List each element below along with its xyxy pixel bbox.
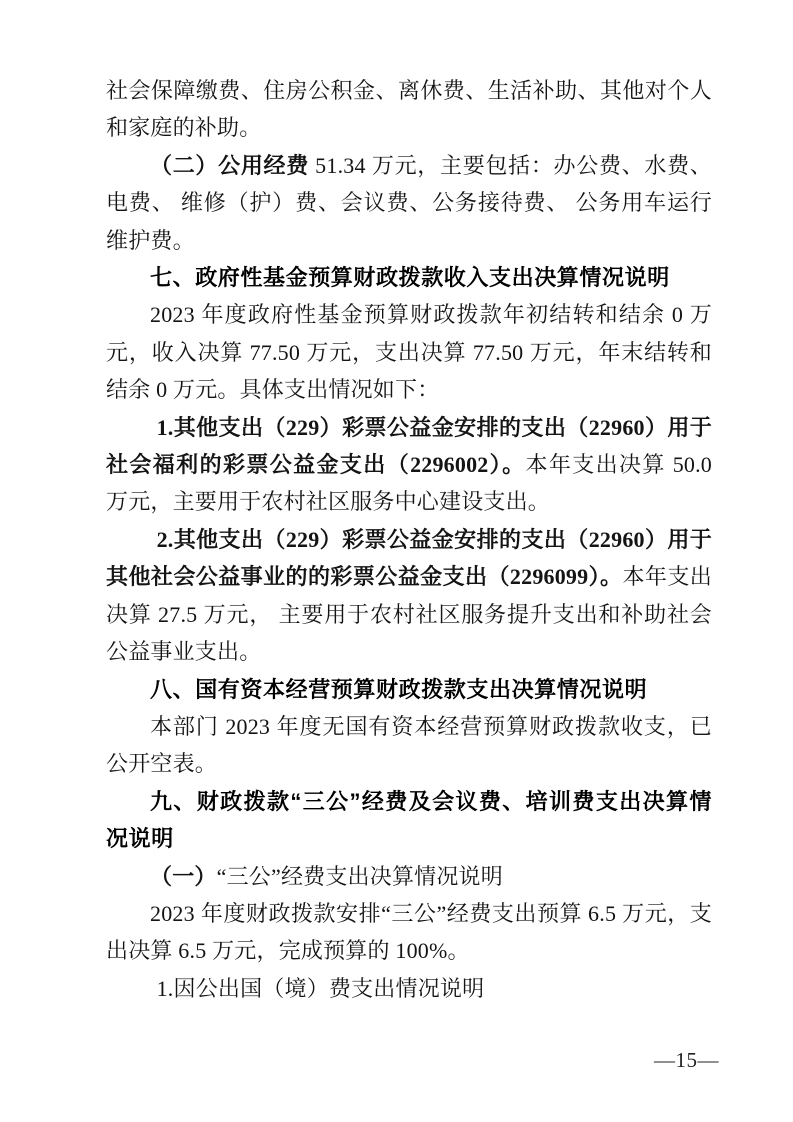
paragraph xyxy=(106,296,712,408)
text-run: 本年支出决算 50.0 万元，主要用于农村社区服务中心建设支出。 xyxy=(106,452,713,515)
text-run: 本年支出决算 27.5 万元， 主要用于农村社区服务提升支出和补助社会公益事业支出。 xyxy=(106,564,712,665)
section-heading xyxy=(106,783,712,858)
bold-text-run: （一） xyxy=(150,863,217,889)
text-run: 2023 年度财政拨款安排“三公”经费支出预算 6.5 万元，支出决算 6.5 万元，完成预算的 100%。 xyxy=(106,900,712,964)
bold-text-run: 七、政府性基金预算财政拨款收入支出决算情况说明 xyxy=(150,265,670,291)
bold-text-run: 1.其他支出（229）彩票公益金安排的支出（22960）用于社会福利的彩票公益金支出（2296002）。 xyxy=(106,414,712,478)
bold-text-run: 八、国有资本经营预算财政拨款支出决算情况说明 xyxy=(150,676,648,702)
text-run: 1.因公出国（境）费支出情况说明 xyxy=(156,975,485,1001)
paragraph xyxy=(106,409,712,521)
text-run: 社会保障缴费、住房公积金、离休费、生活补助、其他对个人和家庭的补助。 xyxy=(106,78,712,141)
bold-text-run: 九、财政拨款“三公”经费及会议费、培训费支出决算情况说明 xyxy=(106,788,712,852)
paragraph xyxy=(106,521,712,671)
text-run: 51.34 万元，主要包括：办公费、水费、电费、 维修（护）费、会议费、公务接待费、 公务用车运行维护费。 xyxy=(106,152,712,253)
section-heading xyxy=(106,671,712,708)
paragraph xyxy=(106,970,712,1007)
paragraph xyxy=(106,858,712,895)
bold-text-run: 2.其他支出（229）彩票公益金安排的支出（22960）用于其他社会公益事业的的彩票公益金支出（2296099）。 xyxy=(106,526,712,590)
paragraph xyxy=(106,147,712,259)
paragraph xyxy=(106,708,712,783)
paragraph xyxy=(106,895,712,970)
paragraph xyxy=(106,72,712,147)
text-run: “三公”经费支出决算情况说明 xyxy=(216,863,503,889)
section-heading xyxy=(106,259,712,296)
text-run: 本部门 2023 年度无国有资本经营预算财政拨款收支，已公开空表。 xyxy=(106,713,712,777)
text-run: 2023 年度政府性基金预算财政拨款年初结转和结余 0 万元，收入决算 77.50 万元，支出决算 77.50 万元，年末结转和结余 0 万元。具体支出情况如下： xyxy=(106,302,712,403)
page-number: —15— xyxy=(654,1048,719,1072)
bold-text-run: （二）公用经费 xyxy=(150,152,316,178)
document-body xyxy=(106,72,712,1007)
